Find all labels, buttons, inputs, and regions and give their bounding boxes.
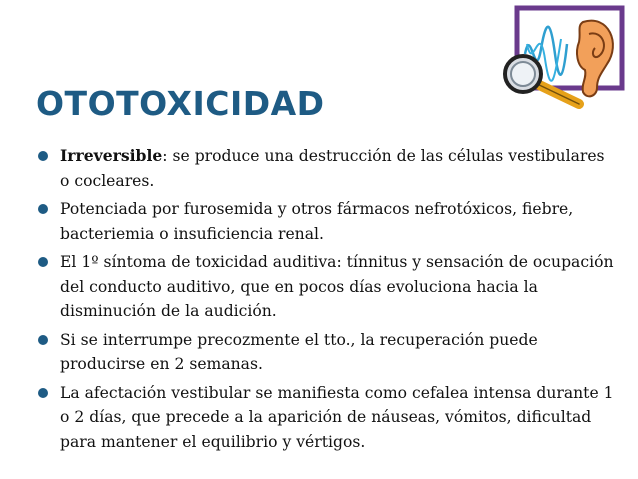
bullet-item <box>38 381 618 455</box>
ear-magnifier-icon <box>497 4 627 110</box>
bullet-item <box>38 144 618 193</box>
slide-title: OTOTOXICIDAD <box>36 84 325 123</box>
bullet-text: Potenciada por furosemida y otros fármacos nefrotóxicos, fiebre, bacteriemia o insuficiencia renal. <box>60 200 574 243</box>
bullet-strong: Irreversible <box>60 146 163 165</box>
bullet-item <box>38 328 618 377</box>
bullet-text: Si se interrumpe precozmente el tto., la recuperación puede producirse en 2 semanas. <box>60 330 538 373</box>
bullet-text: : se produce una destrucción de las células vestibulares o cocleares. <box>60 147 605 190</box>
bullet-item <box>38 197 618 246</box>
bullet-icon <box>38 204 48 214</box>
bullet-list <box>38 144 618 458</box>
bullet-text: La afectación vestibular se manifiesta como cefalea intensa durante 1 o 2 días, que precede a la aparición de náuseas, vómitos, dificultad para mantener el equilibrio y vértigos. <box>60 383 614 451</box>
bullet-icon <box>38 257 48 267</box>
bullet-text: El 1º síntoma de toxicidad auditiva: tínnitus y sensación de ocupación del conducto auditivo, que en pocos días evoluciona hacia la disminución de la audición. <box>60 253 614 320</box>
bullet-icon <box>38 151 48 161</box>
bullet-icon <box>38 388 48 398</box>
bullet-item <box>38 250 618 324</box>
bullet-icon <box>38 335 48 345</box>
